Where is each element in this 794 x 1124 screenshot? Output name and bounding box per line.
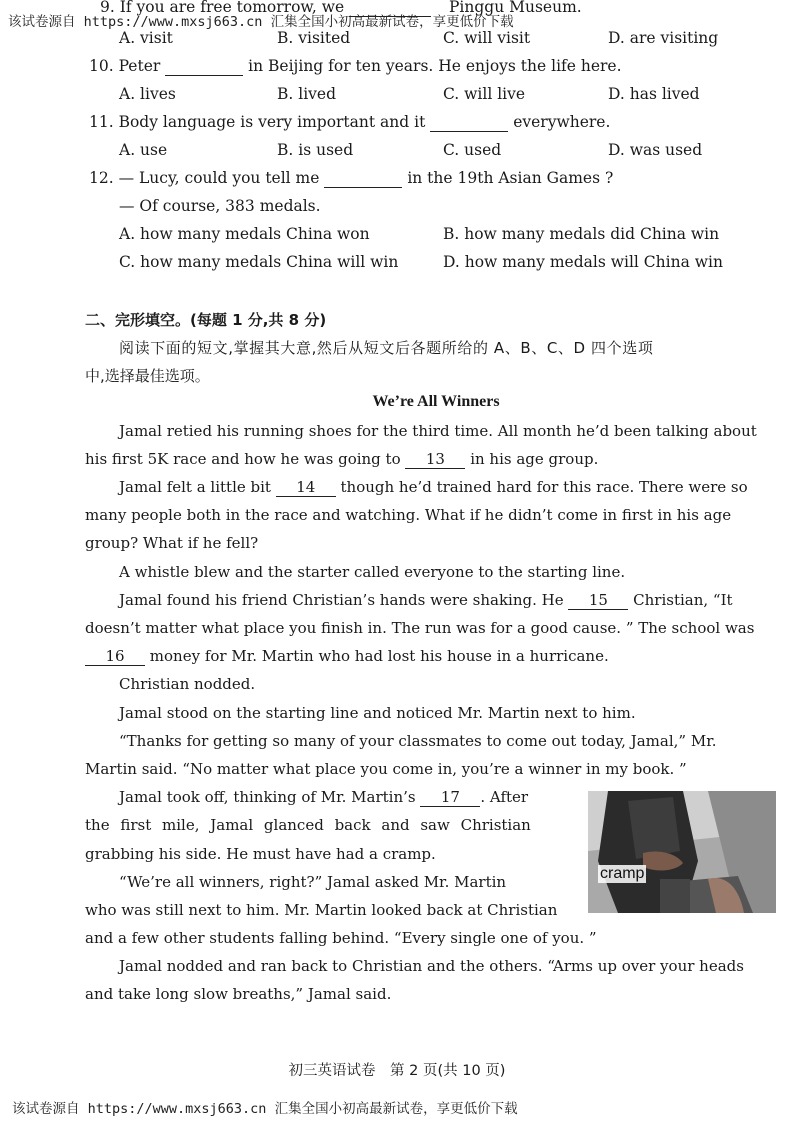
q12-stem-b: in the 19th Asian Games ? xyxy=(407,169,614,187)
q10-blank xyxy=(165,57,243,76)
blank-15[interactable]: 15 xyxy=(568,591,628,610)
watermark-bottom: 该试卷源自 https://www.mxsj663.cn 汇集全国小初高最新试卷，享更低价下载 xyxy=(12,1101,518,1117)
q10-option-c: C. will live xyxy=(443,85,526,103)
q9-option-a: A. visit xyxy=(119,29,173,47)
photo-label: cramp xyxy=(600,865,645,882)
q12-option-c: C. how many medals China will win xyxy=(119,253,399,271)
p4-line1-text: Jamal found his friend Christian’s hands were shaking. He xyxy=(119,591,564,609)
q11-option-c: C. used xyxy=(443,141,502,159)
p8-line1 xyxy=(119,788,528,807)
q12-blank xyxy=(324,169,402,188)
passage-title: We’re All Winners xyxy=(372,393,500,410)
p2-line1-text: Jamal felt a little bit xyxy=(119,478,271,496)
p9-line2: who was still next to him. Mr. Martin looked back at Christian xyxy=(85,901,558,919)
blank-17[interactable]: 17 xyxy=(420,788,480,807)
q9-stem-b: Pinggu Museum. xyxy=(449,0,582,16)
section-heading: 二、完形填空。(每题 1 分,共 8 分) xyxy=(85,311,327,329)
q10-stem-a: 10. Peter xyxy=(89,57,161,75)
q9-option-c: C. will visit xyxy=(443,29,531,47)
q11-stem-a: 11. Body language is very important and it xyxy=(89,113,426,131)
page-footer: 初三英语试卷 第 2 页(共 10 页) xyxy=(288,1063,506,1079)
p1-line2-text: his first 5K race and how he was going to xyxy=(85,450,401,468)
p4-line2: doesn’t matter what place you finish in. The run was for a good cause. ” The school was xyxy=(85,619,755,637)
p10-line1: Jamal nodded and ran back to Christian and the others. “Arms up over your heads xyxy=(119,957,744,975)
p7-line1: “Thanks for getting so many of your classmates to come out today, Jamal,” Mr. xyxy=(119,732,717,750)
p7-line2: Martin said. “No matter what place you come in, you’re a winner in my book. ” xyxy=(85,760,687,778)
q9-option-d: D. are visiting xyxy=(608,29,719,47)
blank-14[interactable]: 14 xyxy=(276,478,336,497)
q12-stem-a: 12. — Lucy, could you tell me xyxy=(89,169,320,187)
watermark-top: 该试卷源自 https://www.mxsj663.cn 汇集全国小初高最新试卷，享更低价下载 xyxy=(8,14,514,30)
q9-option-b: B. visited xyxy=(277,29,351,47)
q12-option-a: A. how many medals China won xyxy=(119,225,370,243)
blank-13[interactable]: 13 xyxy=(405,450,465,469)
q10-option-b: B. lived xyxy=(277,85,337,103)
p2-line2: many people both in the race and watching. What if he didn’t come in first in his age xyxy=(85,506,732,524)
q12-option-b: B. how many medals did China win xyxy=(443,225,720,243)
q10-option-a: A. lives xyxy=(119,85,176,103)
q10-option-d: D. has lived xyxy=(608,85,700,103)
q9-blank xyxy=(349,0,431,17)
p5-line1: Christian nodded. xyxy=(119,675,256,693)
p1-line2 xyxy=(85,450,598,469)
p4-line3 xyxy=(85,647,609,666)
section-instruction-2: 中,选择最佳选项。 xyxy=(85,367,210,385)
runner-illustration xyxy=(588,791,776,913)
p4-line3-text: money for Mr. Martin who had lost his house in a hurricane. xyxy=(149,647,609,665)
q11-option-a: A. use xyxy=(119,141,168,159)
q9-stem-a: 9. If you are free tomorrow, we xyxy=(100,0,345,16)
p10-line2: and take long slow breaths,” Jamal said. xyxy=(85,985,392,1003)
p2-line3: group? What if he fell? xyxy=(85,534,259,552)
q11-option-d: D. was used xyxy=(608,141,703,159)
p9-line1: “We’re all winners, right?” Jamal asked Mr. Martin xyxy=(119,873,507,891)
p8-line2: the first mile, Jamal glanced back and saw Christian xyxy=(85,816,531,834)
p8-line1-end: . After xyxy=(480,788,529,806)
blank-16[interactable]: 16 xyxy=(85,647,145,666)
p6-line1: Jamal stood on the starting line and noticed Mr. Martin next to him. xyxy=(119,704,636,722)
p9-line3: and a few other students falling behind. “Every single one of you. ” xyxy=(85,929,597,947)
q12-stem xyxy=(89,169,613,188)
q11-blank xyxy=(430,113,508,132)
p4-line1 xyxy=(119,591,733,610)
q12-option-d: D. how many medals will China win xyxy=(443,253,723,271)
q11-option-b: B. is used xyxy=(277,141,354,159)
p1-line1: Jamal retied his running shoes for the third time. All month he’d been talking about xyxy=(119,422,757,440)
p8-line1-text: Jamal took off, thinking of Mr. Martin’s xyxy=(119,788,416,806)
p2-line1-end: though he’d trained hard for this race. There were so xyxy=(340,478,748,496)
runner-photo xyxy=(588,791,776,913)
q11-stem xyxy=(89,113,610,132)
q10-stem-b: in Beijing for ten years. He enjoys the life here. xyxy=(248,57,622,75)
p1-line2-end: in his age group. xyxy=(470,450,599,468)
q10-stem xyxy=(89,57,622,76)
p3-line1: A whistle blew and the starter called everyone to the starting line. xyxy=(119,563,626,581)
p8-line3: grabbing his side. He must have had a cramp. xyxy=(85,845,436,863)
q12-reply: — Of course, 383 medals. xyxy=(119,197,321,215)
q11-stem-b: everywhere. xyxy=(513,113,611,131)
p2-line1 xyxy=(119,478,748,497)
p4-line1-end: Christian, “It xyxy=(633,591,733,609)
section-instruction-1: 阅读下面的短文,掌握其大意,然后从短文后各题所给的 A、B、C、D 四个选项 xyxy=(119,339,654,357)
q9-stem xyxy=(100,0,431,17)
